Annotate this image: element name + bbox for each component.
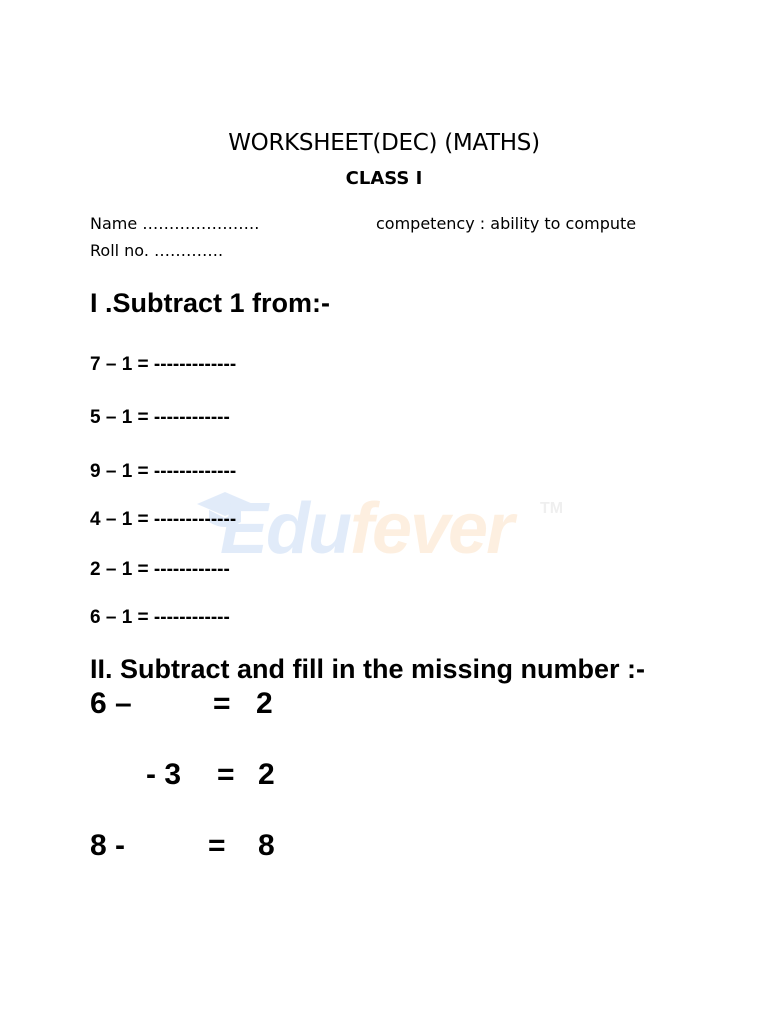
roll-number-field: Roll no. …………. [90, 241, 224, 260]
competency-text: competency : ability to compute [376, 214, 637, 233]
fill-row-1-equals: = [213, 687, 231, 720]
edufever-watermark [195, 488, 575, 578]
watermark-trademark: TM [540, 500, 564, 517]
fill-row-2-result: 2 [258, 758, 275, 791]
problem-item: 5 – 1 = ------------ [90, 407, 230, 428]
fill-row-2-left: - 3 [146, 758, 182, 791]
problem-item: 6 – 1 = ------------ [90, 607, 230, 628]
section-2-title: II. Subtract and fill in the missing number :- [90, 654, 646, 684]
fill-row-3-equals: = [208, 829, 226, 862]
class-label: CLASS I [345, 168, 423, 189]
problem-item: 9 – 1 = ------------- [90, 461, 237, 482]
worksheet-title: WORKSHEET(DEC) (MATHS) [228, 130, 540, 156]
watermark-edu: Edu [220, 489, 350, 569]
fill-row-1-result: 2 [256, 687, 273, 720]
watermark-fever: fever [349, 489, 513, 569]
fill-row-3-result: 8 [258, 829, 275, 862]
fill-row-2-equals: = [217, 758, 235, 791]
name-field: Name …………………. [90, 214, 260, 233]
fill-row-3-left: 8 - [90, 829, 126, 862]
problem-item: 4 – 1 = ------------- [90, 509, 237, 530]
fill-row-1-left: 6 – [90, 687, 132, 720]
watermark-text [220, 488, 512, 570]
problem-item: 7 – 1 = ------------- [90, 354, 237, 375]
problem-item: 2 – 1 = ------------ [90, 559, 230, 580]
section-1-title: I .Subtract 1 from:- [90, 288, 331, 318]
